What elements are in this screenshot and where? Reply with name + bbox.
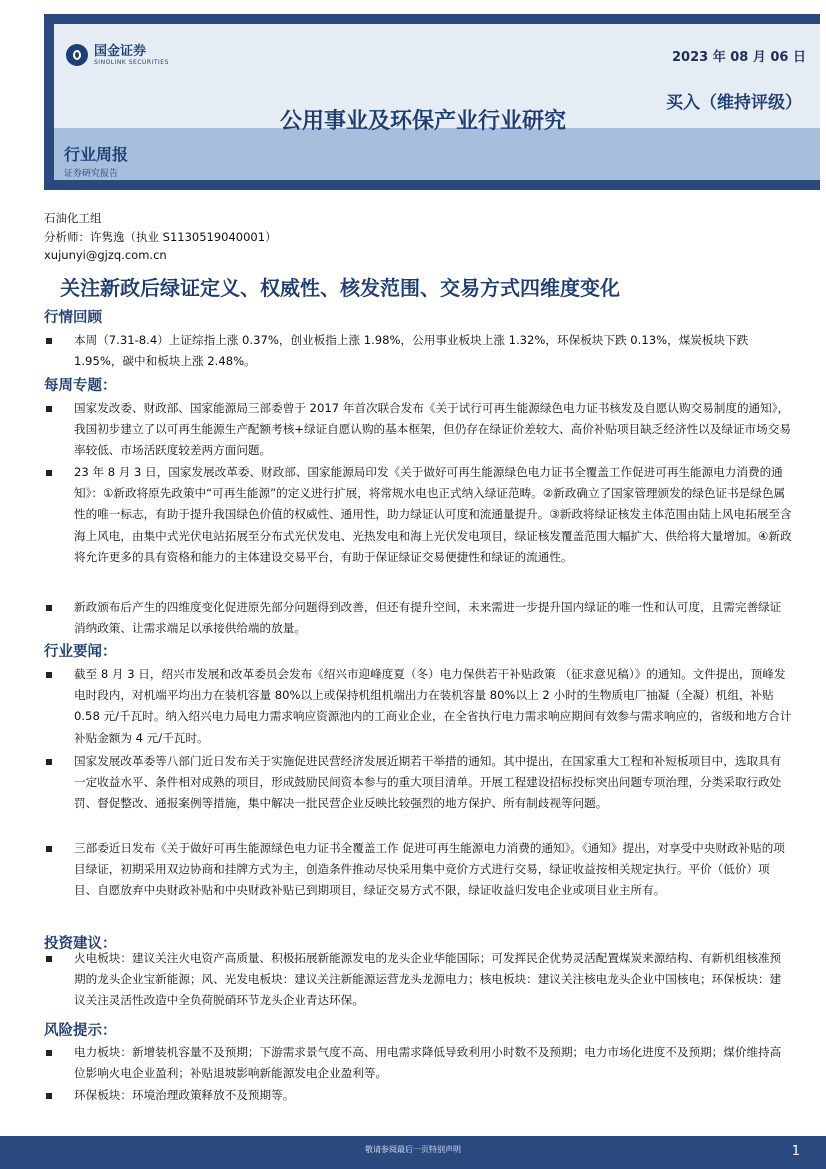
bullet-square-icon xyxy=(46,956,52,962)
page-footer xyxy=(0,1136,826,1169)
page-number: 1 xyxy=(791,1144,800,1159)
section-title-industry-news: 行业要闻： xyxy=(44,644,117,660)
list-item xyxy=(44,1042,792,1084)
list-item xyxy=(44,462,792,568)
section-title-risk-warning: 风险提示： xyxy=(44,1023,117,1039)
bullet-text: 三部委近日发布《关于做好可再生能源绿色电力证书全覆盖工作 促进可再生能源电力消费的通知》。《通知》提出，对享受中央财政补贴的项目绿证，初期采用双边协商和挂牌方式为主，创造条件推动尽快采用集中竞价方式进行交易，绿证收益按相关规定执行。平价（低价）项目、自愿放弃中央财政补贴和中央财政补贴已到期项目，绿证交易方式不限，绿证收益归发电企业或项目业主所有。 xyxy=(74,841,785,898)
bullet-text: 环保板块：环境治理政策释放不及预期等。 xyxy=(74,1088,295,1102)
list-item xyxy=(44,751,792,815)
report-type: 证券研究报告 xyxy=(64,169,119,179)
report-title: 公用事业及环保产业行业研究 xyxy=(280,109,567,134)
analyst-info: 分析师：许隽逸（执业 S1130519040001） xyxy=(44,230,277,244)
list-item xyxy=(44,330,792,372)
bullet-square-icon xyxy=(46,846,52,852)
list-item xyxy=(44,597,792,639)
bullet-square-icon xyxy=(46,470,52,476)
bullet-square-icon xyxy=(46,338,52,344)
header-banner xyxy=(44,14,820,190)
bullet-square-icon xyxy=(46,759,52,765)
bullet-text: 本周（7.31-8.4）上证综指上涨 0.37%，创业板指上涨 1.98%，公用事业板块上涨 1.32%，环保板块下跌 0.13%，煤炭板块下跌 1.95%，碳中和板块上涨 2.48%。 xyxy=(74,333,749,369)
report-headline: 关注新政后绿证定义、权威性、核发范围、交易方式四维度变化 xyxy=(60,276,620,300)
logo-chinese-name: 国金证券 xyxy=(94,43,147,59)
bullet-text: 新政颁布后产生的四维度变化促进原先部分问题得到改善，但还有提升空间，未来需进一步提升国内绿证的唯一性和认可度，且需完善绿证消纳政策、让需求端足以承接供给端的放量。 xyxy=(74,600,782,636)
list-item xyxy=(44,398,792,462)
rating-badge: 买入（维持评级） xyxy=(666,93,802,113)
section-title-investment-advice: 投资建议： xyxy=(44,936,117,952)
bullet-square-icon xyxy=(46,1093,52,1099)
bullet-square-icon xyxy=(46,672,52,678)
bullet-text: 火电板块：建议关注火电资产高质量、积极拓展新能源发电的龙头企业华能国际；可发挥民企优势灵活配置煤炭来源结构、有新机组核准预期的龙头企业宝新能源；风、光发电板块：建议关注新能源运营龙头龙源电力；核电板块：建议关注核电龙头企业中国核电；环保板块：建议关注灵活性改造中全负荷脱硝环节龙头企业青达环保。 xyxy=(74,951,782,1008)
analyst-email[interactable]: xujunyi@gjzq.com.cn xyxy=(44,248,167,262)
bullet-text: 截至 8 月 3 日，绍兴市发展和改革委员会发布《绍兴市迎峰度夏（冬）电力保供若干补贴政策 （征求意见稿）》的通知。文件提出，顶峰发电时段内，对机端平均出力在装机容量 80%以上或保持机组机端出力在装机容量 80%以上 2 小时的生物质电厂抽凝（全凝）机组，补贴 0.58 元/千瓦时。纳入绍兴电力局电力需求响应资源池内的工商业企业，在全省执行电力需求响应期间有效参与需求响应的，省级和地方合计补贴金额为 4 元/千瓦时。 xyxy=(74,667,792,745)
logo-english-name: SINOLINK SECURITIES xyxy=(94,58,169,66)
banner-top-panel xyxy=(54,24,820,134)
report-date: 2023 年 08 月 06 日 xyxy=(672,50,806,65)
report-kind: 行业周报 xyxy=(64,145,129,164)
section-title-market-review: 行情回顾 xyxy=(44,310,102,326)
research-group: 石油化工组 xyxy=(44,211,102,225)
company-logo xyxy=(66,44,169,66)
footer-disclaimer: 敬请参阅最后一页特别声明 xyxy=(365,1145,461,1154)
bullet-text: 23 年 8 月 3 日，国家发展改革委、财政部、国家能源局印发《关于做好可再生能源绿色电力证书全覆盖工作促进可再生能源电力消费的通知》：①新政将原先政策中“可再生能源”的定义进行扩展，将常规水电也正式纳入绿证范畴。②新政确立了国家管理颁发的绿色证书是绿色属性的唯一标志，有助于提升我国绿色价值的权威性、通用性，助力绿证认可度和流通量提升。③新政将绿证核发主体范围由陆上风电拓展至含海上风电，由集中式光伏电站拓展至分布式光伏发电、光热发电和海上光伏发电项目，绿证核发覆盖范围大幅扩大、供给将大量增加。④新政将允许更多的具有资格和能力的主体建设交易平台，有助于保证绿证交易便捷性和绿证的流通性。 xyxy=(74,465,792,564)
bullet-text: 电力板块：新增装机容量不及预期；下游需求景气度不高、用电需求降低导致利用小时数不及预期；电力市场化进度不及预期；煤价维持高位影响火电企业盈利；补贴退坡影响新能源发电企业盈利等。 xyxy=(74,1045,782,1081)
bullet-square-icon xyxy=(46,1050,52,1056)
list-item xyxy=(44,664,792,749)
banner-panel xyxy=(54,24,820,180)
bullet-text: 国家发展改革委等八部门近日发布关于实施促进民营经济发展近期若干举措的通知。其中提出，在国家重大工程和补短板项目中，选取具有一定收益水平、条件相对成熟的项目，形成鼓励民间资本参与的重大项目清单。开展工程建设招标投标突出问题专项治理，分类采取行政处罚、督促整改、通报案例等措施，集中解决一批民营企业反映比较强烈的地方保护、所有制歧视等问题。 xyxy=(74,754,782,811)
bullet-square-icon xyxy=(46,605,52,611)
list-item xyxy=(44,838,792,902)
list-item xyxy=(44,948,792,1012)
bullet-square-icon xyxy=(46,406,52,412)
bullet-text: 国家发改委、财政部、国家能源局三部委曾于 2017 年首次联合发布《关于试行可再生能源绿色电力证书核发及自愿认购交易制度的通知》，我国初步建立了以可再生能源生产配额考核+绿证自愿认购的基本框架，但仍存在绿证价差较大、高价补贴项目缺乏经济性以及绿证市场交易率较低、市场活跃度较差两方面问题。 xyxy=(74,401,791,458)
logo-mark-icon xyxy=(66,44,88,66)
list-item xyxy=(44,1085,792,1106)
section-title-weekly-topic: 每周专题： xyxy=(44,378,117,394)
